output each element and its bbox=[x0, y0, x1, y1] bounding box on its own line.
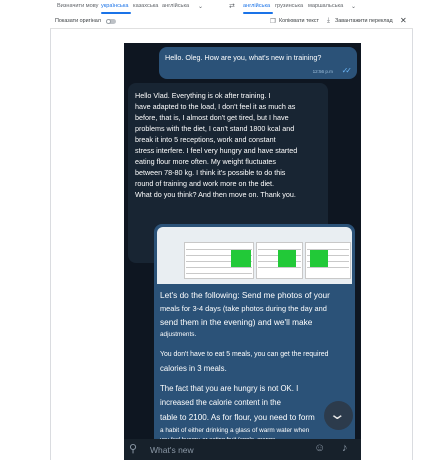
show-original-toggle[interactable] bbox=[106, 19, 116, 24]
language-bar bbox=[0, 0, 439, 14]
double-check-icon: ✓✓ bbox=[341, 66, 349, 75]
paperclip-icon[interactable]: ⚲ bbox=[129, 443, 138, 455]
incoming-line: eating flour more often. My weight fluctuates bbox=[135, 157, 277, 166]
spreadsheet-image bbox=[256, 242, 303, 279]
copy-icon[interactable]: ❐ bbox=[270, 18, 276, 25]
source-lang-english[interactable]: англійська bbox=[162, 3, 190, 9]
outgoing-message-time: 12:56 p.m bbox=[312, 69, 333, 74]
scroll-down-button[interactable] bbox=[324, 401, 353, 430]
meal-table-photo[interactable] bbox=[157, 227, 352, 284]
reply-line: increased the calorie content in the bbox=[160, 398, 281, 407]
detect-language-tab[interactable]: Визначити мову bbox=[57, 3, 99, 9]
sheet-row bbox=[258, 267, 301, 268]
incoming-line: between 78-80 kg. I think it's possible to do this bbox=[135, 168, 286, 177]
toggle-knob bbox=[106, 19, 111, 24]
reply-line: adjustments. bbox=[160, 331, 197, 338]
reply-line: Let's do the following: Send me photos of your bbox=[160, 290, 330, 300]
microphone-icon[interactable]: ♪ bbox=[342, 442, 348, 454]
scroll-down-icon: ⌄ bbox=[328, 406, 347, 423]
spreadsheet-image bbox=[305, 242, 351, 279]
highlighted-cells bbox=[278, 250, 296, 267]
emoji-icon[interactable]: ☺ bbox=[314, 442, 326, 454]
incoming-line: Hello Vlad. Everything is ok after training. I bbox=[135, 91, 271, 100]
reply-line: calories in 3 meals. bbox=[160, 364, 227, 373]
copy-text-button[interactable]: Копіювати текст bbox=[279, 18, 319, 24]
incoming-line: problems with the diet, I can't stand 1800 kcal and bbox=[135, 124, 295, 133]
source-lang-kazakh[interactable]: казахська bbox=[133, 3, 159, 9]
translation-toolbar bbox=[50, 15, 413, 29]
source-active-underline bbox=[101, 12, 131, 14]
sheet-row bbox=[307, 267, 349, 268]
outgoing-message-text: Hello. Oleg. How are you, what's new in training? bbox=[165, 53, 322, 62]
download-icon[interactable]: ⤓ bbox=[327, 17, 330, 24]
spreadsheet-image bbox=[184, 242, 254, 279]
chevron-down-icon[interactable]: ⌄ bbox=[198, 4, 204, 10]
target-lang-english[interactable]: англійська bbox=[243, 3, 271, 9]
incoming-line: break it into 5 receptions, work and constant bbox=[135, 135, 276, 144]
incoming-line: stress interfere. I feel very hungry and have started bbox=[135, 146, 298, 155]
incoming-line: before, that is, I almost don't get tired, but I have bbox=[135, 113, 289, 122]
close-icon[interactable]: ✕ bbox=[400, 16, 407, 25]
incoming-line: round of training and work more on the diet. bbox=[135, 179, 275, 188]
reply-line: You don't have to eat 5 meals, you can get the required bbox=[160, 351, 329, 358]
incoming-line: have adapted to the load, I don't feel it as much as bbox=[135, 102, 296, 111]
target-active-underline bbox=[243, 12, 273, 14]
source-lang-ukrainian[interactable]: українська bbox=[101, 3, 129, 9]
sheet-row bbox=[186, 267, 252, 268]
reply-line: meals for 3-4 days (take photos during the day and bbox=[160, 304, 327, 313]
reply-line: table to 2100. As for flour, you need to form bbox=[160, 413, 315, 422]
incoming-line: What do you think? And then move on. Thank you. bbox=[135, 190, 296, 199]
outgoing-message-bubble bbox=[159, 47, 357, 79]
reply-line: a habit of either drinking a glass of warm water when bbox=[160, 427, 310, 434]
sheet-row bbox=[186, 273, 252, 274]
show-original-label: Показати оригінал bbox=[55, 18, 101, 24]
reply-message-bubble bbox=[154, 224, 355, 460]
message-input[interactable]: What's new bbox=[150, 445, 194, 455]
swap-arrows-icon[interactable]: ⇄ bbox=[229, 3, 235, 10]
reply-line: The fact that you are hungry is not OK. I bbox=[160, 384, 299, 393]
chevron-down-icon[interactable]: ⌄ bbox=[351, 4, 357, 10]
message-input-bar bbox=[124, 439, 361, 460]
target-lang-georgian[interactable]: грузинська bbox=[275, 3, 304, 9]
highlighted-cells bbox=[231, 250, 251, 267]
reply-line: send them in the evening) and we'll make bbox=[160, 317, 313, 327]
chat-screenshot bbox=[124, 43, 361, 460]
download-translation-button[interactable]: Завантажити переклад bbox=[335, 18, 393, 24]
target-lang-marshallese[interactable]: маршальська bbox=[308, 3, 344, 9]
highlighted-cells bbox=[310, 250, 328, 267]
